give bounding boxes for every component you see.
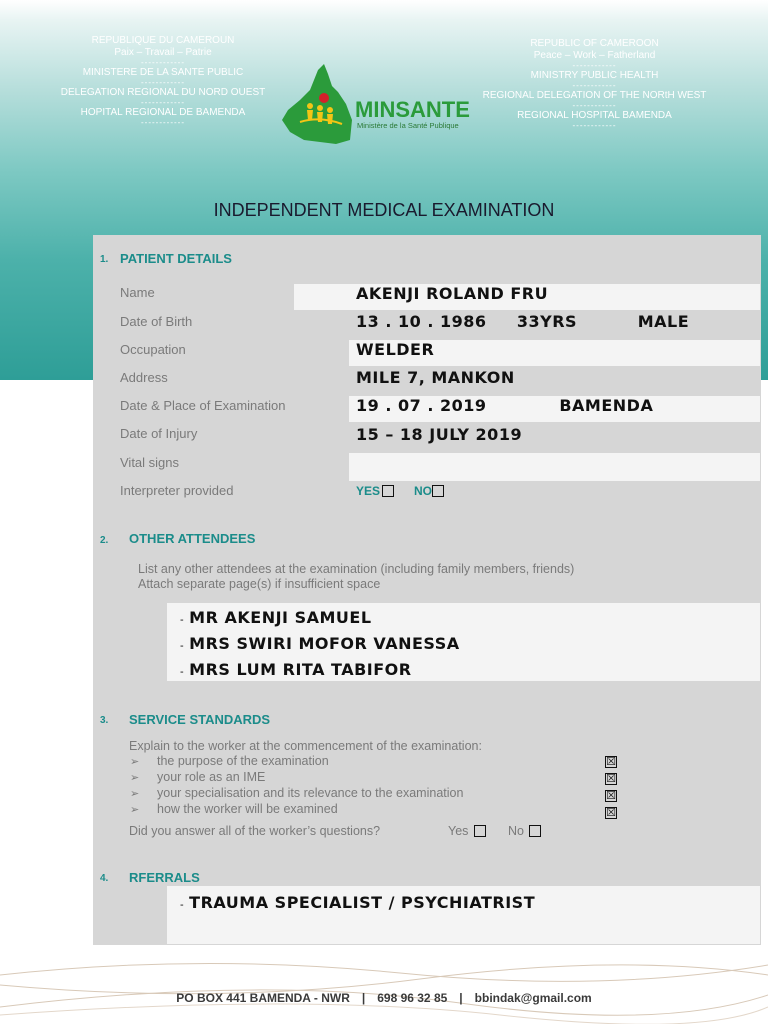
attendee-name: MRS SWIRI MOFOR VANESSA (189, 634, 460, 653)
referral-text: TRAUMA SPECIALIST / PSYCHIATRIST (189, 893, 536, 912)
address-value: MILE 7, MANKON (356, 368, 515, 387)
injury-label: Date of Injury (120, 426, 198, 441)
exam-value: 19 . 07 . 2019 BAMENDA (356, 396, 654, 415)
header-english-block (482, 38, 707, 130)
attendee-item (180, 608, 372, 627)
arrow-bullet-icon: ➢ (130, 788, 140, 800)
list-dash: - (180, 614, 185, 626)
footer-wave-decoration (0, 945, 768, 1024)
footer-contact (0, 991, 768, 1005)
attendees-instruction-line1: List any other attendees at the examination (including family members, friends) (138, 562, 575, 576)
header-en-separator: ------------ (572, 101, 617, 110)
interpreter-label: Interpreter provided (120, 483, 234, 498)
attendees-instruction-line2: Attach separate page(s) if insufficient space (138, 577, 381, 591)
header-fr-ministry: MINISTERE DE LA SANTE PUBLIC (82, 67, 244, 78)
checked-box-icon[interactable]: ☒ (606, 806, 616, 819)
list-dash: - (180, 640, 185, 652)
service-item-text: your role as an IME (157, 770, 266, 784)
questions-no-label: No (508, 824, 524, 838)
checkbox-icon[interactable] (529, 825, 541, 837)
section-1-title: PATIENT DETAILS (120, 251, 232, 266)
footer-address: PO BOX 441 BAMENDA - NWR (176, 991, 350, 1005)
header-fr-motto: Paix – Travail – Patrie (114, 47, 212, 58)
vitals-label: Vital signs (120, 455, 180, 470)
occupation-value: WELDER (356, 340, 435, 359)
checked-box-icon[interactable]: ☒ (606, 755, 616, 768)
service-item (130, 802, 338, 816)
section-3-title: SERVICE STANDARDS (129, 712, 271, 727)
injury-value: 15 – 18 JULY 2019 (356, 425, 523, 444)
header-fr-country: REPUBLIQUE DU CAMEROUN (91, 35, 235, 46)
checkbox-icon[interactable] (432, 485, 444, 497)
section-2-title: OTHER ATTENDEES (129, 531, 256, 546)
section-4-title: RFERRALS (129, 870, 200, 885)
header-fr-hospital: HOPITAL REGIONAL DE BAMENDA (80, 107, 246, 118)
service-intro: Explain to the worker at the commencement of the examination: (129, 739, 482, 753)
questions-answered-label: Did you answer all of the worker’s questions? (129, 824, 381, 838)
list-dash: - (180, 666, 185, 678)
attendee-item (180, 634, 460, 653)
attendee-name: MRS LUM RITA TABIFOR (189, 660, 412, 679)
header-fr-separator: ------------ (141, 58, 185, 67)
questions-yes-option[interactable] (448, 824, 486, 839)
service-item-text: the purpose of the examination (157, 754, 329, 768)
interpreter-yes-label: YES (356, 484, 381, 498)
arrow-bullet-icon: ➢ (130, 804, 140, 816)
service-item-text: your specialisation and its relevance to the examination (157, 786, 464, 800)
arrow-bullet-icon: ➢ (130, 756, 140, 768)
header-en-delegation: REGIONAL DELEGATION OF THE NORtH WEST (482, 90, 707, 101)
attendees-instruction (138, 562, 574, 592)
header-en-separator: ------------ (572, 61, 617, 70)
dob-value: 13 . 10 . 1986 33YRS MALE (356, 312, 690, 331)
vitals-field[interactable] (349, 453, 760, 481)
referral-item (180, 893, 535, 912)
minsante-logo-subtitle: Ministère de la Santé Publique (357, 121, 459, 130)
footer-email[interactable]: bbindak@gmail.com (474, 991, 592, 1005)
header-fr-separator: ------------ (141, 98, 185, 107)
header-fr-separator: ------------ (141, 118, 185, 127)
header-en-hospital: REGIONAL HOSPITAL BAMENDA (517, 110, 672, 121)
header-en-motto: Peace – Work – Fatherland (533, 50, 656, 61)
minsante-logo-text: MINSANTE (355, 97, 470, 122)
service-item (130, 786, 463, 800)
header-french-block (58, 35, 268, 127)
footer-separator: | (361, 991, 366, 1005)
service-item-text: how the worker will be examined (157, 802, 338, 816)
header-en-separator: ------------ (572, 121, 617, 130)
checked-box-icon[interactable]: ☒ (606, 772, 616, 785)
section-1-number: 1. (100, 254, 109, 265)
name-label: Name (120, 285, 155, 300)
section-4-number: 4. (100, 873, 109, 884)
interpreter-no-label: NO (414, 484, 432, 498)
occupation-label: Occupation (120, 342, 186, 357)
interpreter-yes-option[interactable] (356, 484, 394, 498)
footer-separator: | (459, 991, 463, 1005)
attendee-name: MR AKENJI SAMUEL (189, 608, 372, 627)
list-dash: - (180, 899, 185, 911)
header-fr-delegation: DELEGATION REGIONAL DU NORD OUEST (60, 87, 266, 98)
dob-label: Date of Birth (120, 314, 193, 329)
section-3-number: 3. (100, 715, 109, 726)
checkbox-icon[interactable] (474, 825, 486, 837)
header-en-ministry: MINISTRY PUBLIC HEALTH (530, 70, 659, 81)
questions-no-option[interactable] (508, 824, 541, 839)
footer-phone: 698 96 32 85 (377, 991, 448, 1005)
address-label: Address (120, 370, 168, 385)
exam-label: Date & Place of Examination (120, 398, 286, 413)
questions-yes-label: Yes (448, 824, 469, 838)
document-title: INDEPENDENT MEDICAL EXAMINATION (213, 200, 555, 220)
header-en-separator: ------------ (572, 81, 617, 90)
checked-box-icon[interactable]: ☒ (606, 789, 616, 802)
service-item (130, 770, 265, 784)
interpreter-no-option[interactable] (414, 484, 444, 498)
name-value: AKENJI ROLAND FRU (356, 284, 549, 303)
header-en-country: REPUBLIC OF CAMEROON (530, 38, 659, 49)
header-fr-separator: ------------ (141, 78, 185, 87)
checkbox-icon[interactable] (382, 485, 394, 497)
service-item (130, 754, 329, 768)
attendee-item (180, 660, 412, 679)
section-2-number: 2. (100, 535, 109, 546)
arrow-bullet-icon: ➢ (130, 772, 140, 784)
